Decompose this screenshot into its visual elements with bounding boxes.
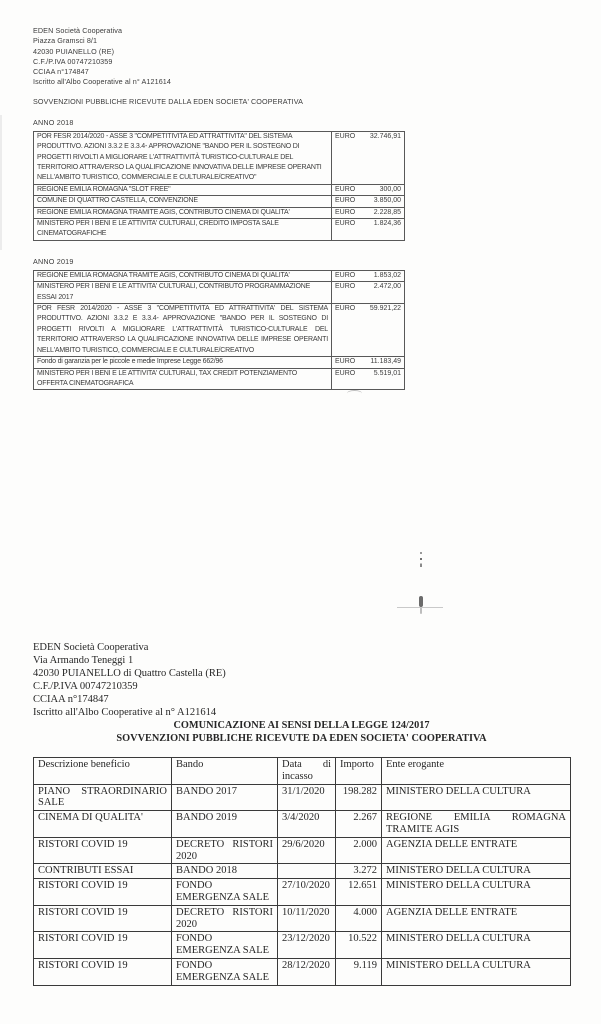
scan-edge-shadow [0,115,2,250]
col-header-bando: Bando [172,758,278,785]
page1 [33,26,578,390]
subsidy-amount-cell [332,219,405,241]
subsidy-description: COMUNE DI QUATTRO CASTELLA, CONVENZIONE [34,196,332,207]
ente-cell: MINISTERO DELLA CULTURA [382,958,571,985]
data-incasso-cell: 23/12/2020 [278,932,336,959]
data-incasso-cell: 29/6/2020 [278,837,336,864]
subsidy-description: MINISTERO PER I BENI E LE ATTIVITA' CULTURALI, CREDITO IMPOSTA SALE CINEMATOGRAFICHE [34,219,332,241]
tax-code: C.F./P.IVA 00747210359 [33,56,113,66]
col-header-importo: Importo [336,758,382,785]
importo-cell: 12.651 [336,879,382,906]
table-row [34,184,405,195]
amount-value: 32.746,91 [369,132,401,140]
year-2019-label: ANNO 2019 [33,256,74,266]
table-row [34,357,405,368]
subsidy-amount-cell [332,282,405,304]
cciaa-number: CCIAA n°174847 [33,694,109,705]
ente-cell: AGENZIA DELLE ENTRATE [382,905,571,932]
data-incasso-cell: 27/10/2020 [278,879,336,906]
page2 [33,641,570,986]
ente-cell: REGIONE EMILIA ROMAGNA TRAMITE AGIS [382,811,571,838]
beneficio-cell: CINEMA DI QUALITA' [34,811,172,838]
subsidy-description: Fondo di garanzia per le piccole e medie Imprese Legge 662/96 [34,357,332,368]
bando-cell: DECRETO RISTORI 2020 [172,837,278,864]
data-incasso-cell: 3/4/2020 [278,811,336,838]
table-row [34,958,571,985]
ente-cell: MINISTERO DELLA CULTURA [382,932,571,959]
subsidy-table-2019 [33,270,405,390]
subsidy-description: POR FESR 2014/2020 - ASSE 3 "COMPETITIVITA ED ATTRATTIVITA' DEL SISTEMA PRODUTTIVO. AZIONI 3.3.2 E 3.3.4- APPROVAZIONE "BANDO PER IL SOSTEGNO DI PROGETTI RIVOLTI A MIGLIORARE L'ATTRATTIVITÀ TURISTICO-CULTURALE DEL TERRITORIO ATTRAVERSO LA QUALIFICAZIONE INNOVATIVA DELLE IMPRESE OPERANTI NELL'AMBITO TURISTICO, COMMERCIALE E CULTURALE/CREATIVO [34,304,332,357]
table-row [34,131,405,184]
scan-artifact [397,607,443,608]
currency-label: EURO [335,197,356,205]
importo-cell: 9.119 [336,958,382,985]
company-name: EDEN Società Cooperativa [33,26,123,35]
importo-cell: 10.522 [336,932,382,959]
subsidy-amount-cell [332,207,405,218]
beneficio-cell: RISTORI COVID 19 [34,879,172,906]
company-address-block [33,26,578,88]
subsidy-amount-cell [332,357,405,368]
importo-cell: 4.000 [336,905,382,932]
table-row [34,905,571,932]
legge-124-table [33,757,571,986]
subsidy-amount-cell [332,184,405,195]
address-city: 42030 PUIANELLO di Quattro Castella (RE) [33,668,226,679]
subsidy-amount-cell [332,368,405,390]
table-row [34,196,405,207]
tax-code: C.F./P.IVA 00747210359 [33,681,138,692]
importo-cell: 3.272 [336,864,382,879]
importo-cell: 2.000 [336,837,382,864]
table-row [34,219,405,241]
data-incasso-cell: 10/11/2020 [278,905,336,932]
bando-cell: FONDO EMERGENZA SALE [172,879,278,906]
currency-label: EURO [335,358,356,366]
table-row [34,811,571,838]
amount-value: 300,00 [379,185,401,193]
currency-label: EURO [335,220,356,228]
data-incasso-cell: 31/1/2020 [278,784,336,811]
importo-cell: 2.267 [336,811,382,838]
table-row [34,879,571,906]
bando-cell: BANDO 2017 [172,784,278,811]
header-row [34,758,571,785]
ente-cell: MINISTERO DELLA CULTURA [382,879,571,906]
scan-artifact [420,552,422,567]
subsidy-amount-cell [332,196,405,207]
address-city: 42030 PUIANELLO (RE) [33,46,115,56]
bando-cell: DECRETO RISTORI 2020 [172,905,278,932]
subsidy-amount-cell [332,304,405,357]
table-row [34,837,571,864]
coop-register-number: Iscritto all'Albo Cooperative al n° A121614 [33,77,172,87]
bando-cell: FONDO EMERGENZA SALE [172,932,278,959]
table-row [34,282,405,304]
communication-title [33,719,570,745]
bando-cell: BANDO 2018 [172,864,278,879]
subsidy-table-2018 [33,131,405,241]
coop-register-number: Iscritto all'Albo Cooperative al n° A121614 [33,707,217,718]
data-incasso-cell: 28/12/2020 [278,958,336,985]
ente-cell: MINISTERO DELLA CULTURA [382,784,571,811]
table-row [34,784,571,811]
col-header-ente: Ente erogante [382,758,571,785]
beneficio-cell: RISTORI COVID 19 [34,932,172,959]
beneficio-cell: RISTORI COVID 19 [34,905,172,932]
amount-value: 5.519,01 [373,369,401,377]
title-line2: SOVVENZIONI PUBBLICHE RICEVUTE DA EDEN SOCIETA' COOPERATIVA [116,733,487,744]
subsidy-description: REGIONE EMILIA ROMAGNA "SLOT FREE" [34,184,332,195]
col-header-beneficio: Descrizione beneficio [34,758,172,785]
amount-value: 1.853,02 [373,271,401,279]
company-address-block [33,641,570,719]
cciaa-number: CCIAA n°174847 [33,67,89,77]
importo-cell: 198.282 [336,784,382,811]
section-title: SOVVENZIONI PUBBLICHE RICEVUTE DALLA EDEN SOCIETA' COOPERATIVA [33,96,303,106]
subsidy-description: REGIONE EMILIA ROMAGNA TRAMITE AGIS, CONTRIBUTO CINEMA DI QUALITA' [34,207,332,218]
table-row [34,304,405,357]
ente-cell: AGENZIA DELLE ENTRATE [382,837,571,864]
data-incasso-cell [278,864,336,879]
beneficio-cell: RISTORI COVID 19 [34,958,172,985]
amount-value: 59.921,22 [369,305,401,313]
subsidy-description: REGIONE EMILIA ROMAGNA TRAMITE AGIS, CONTRIBUTO CINEMA DI QUALITA' [34,270,332,281]
currency-label: EURO [335,271,356,279]
amount-value: 11.183,49 [370,358,401,366]
bando-cell: FONDO EMERGENZA SALE [172,958,278,985]
subsidy-amount-cell [332,131,405,184]
ente-cell: MINISTERO DELLA CULTURA [382,864,571,879]
year-2018-label: ANNO 2018 [33,117,74,127]
bando-cell: BANDO 2019 [172,811,278,838]
currency-label: EURO [335,305,356,313]
beneficio-cell: PIANO STRAORDINARIO SALE [34,784,172,811]
subsidy-description: MINISTERO PER I BENI E LE ATTIVITA' CULTURALI, TAX CREDIT POTENZIAMENTO OFFERTA CINEMATOGRAFICA [34,368,332,390]
amount-value: 2.228,85 [373,208,401,216]
scan-artifact [419,596,423,607]
table-row [34,270,405,281]
table-row [34,207,405,218]
currency-label: EURO [335,208,356,216]
table-row [34,864,571,879]
amount-value: 2.472,00 [373,283,401,291]
company-name: EDEN Società Cooperativa [33,642,149,653]
beneficio-cell: CONTRIBUTI ESSAI [34,864,172,879]
currency-label: EURO [335,132,356,140]
col-header-data-incasso: Data di incasso [278,758,336,785]
title-line1: COMUNICAZIONE AI SENSI DELLA LEGGE 124/2017 [173,720,430,731]
table-row [34,932,571,959]
currency-label: EURO [335,185,356,193]
table-row [34,368,405,390]
address-street: Via Armando Teneggi 1 [33,655,134,666]
currency-label: EURO [335,283,356,291]
subsidy-description: MINISTERO PER I BENI E LE ATTIVITA' CULTURALI, CONTRIBUTO PROGRAMMAZIONE ESSAI 2017 [34,282,332,304]
scan-artifact [347,390,362,397]
beneficio-cell: RISTORI COVID 19 [34,837,172,864]
address-street: Piazza Gramsci 8/1 [33,36,98,46]
subsidy-description: POR FESR 2014/2020 - ASSE 3 "COMPETITIVITA ED ATTRATTIVITA" DEL SISTEMA PRODUTTIVO. AZIONI 3.3.2 E 3.3.4- APPROVAZIONE "BANDO PER IL SOSTEGNO DI PROGETTI RIVOLTI A MIGLIORARE L'ATTRATTIVITÀ TURISTICO-CULTURALE DEL TERRITORIO ATTRAVERSO LA QUALIFICAZIONE INNOVATIVA DELLE IMPRESE OPERANTI NELL'AMBITO TURISTICO, COMMERCIALE E CULTURALE/CREATIVO" [34,131,332,184]
currency-label: EURO [335,369,356,377]
subsidy-amount-cell [332,270,405,281]
amount-value: 1.824,36 [373,220,401,228]
amount-value: 3.850,00 [373,197,401,205]
